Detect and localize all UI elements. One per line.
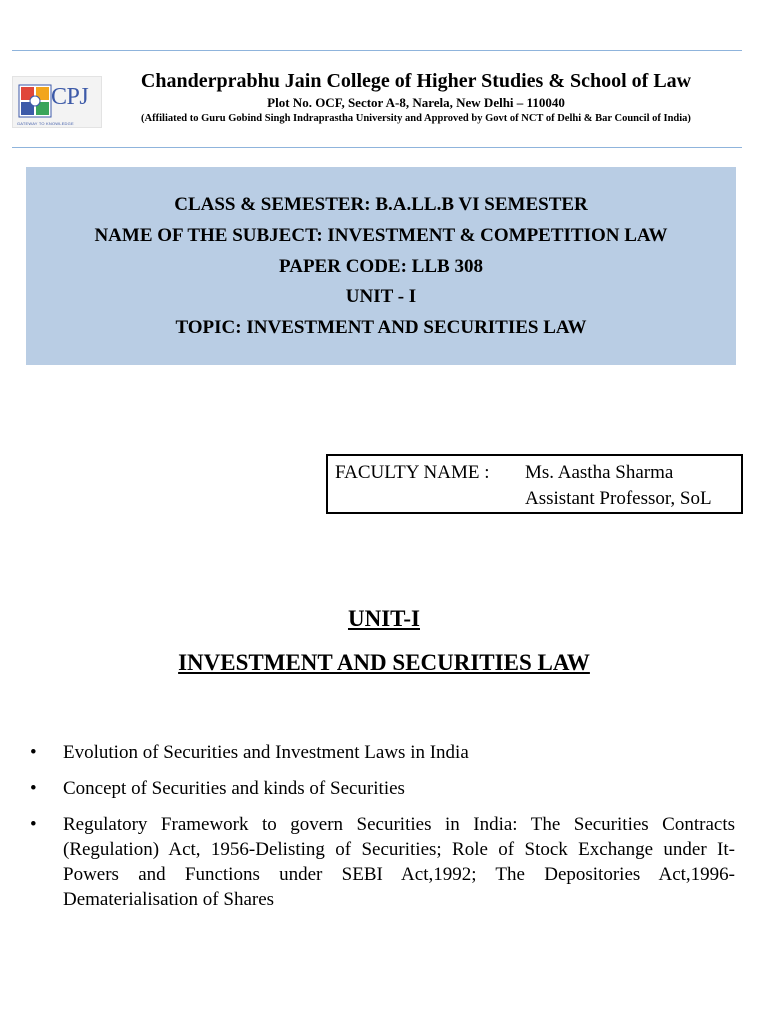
unit-label: UNIT - I [345, 286, 417, 308]
unit-heading: UNIT-I [347, 606, 420, 631]
topic-text: Concept of Securities and kinds of Securities [63, 778, 405, 799]
header-bottom-rule [12, 147, 742, 148]
topic-label: TOPIC: INVESTMENT AND SECURITIES LAW [175, 317, 587, 339]
topic-text: Regulatory Framework to govern Securities in India: The Securities Contracts (Regulation) Act, 1956-Delisting of Securities; Role of Stock Exchange under It- Powers and Functions under SEBI Act,1992; The Depositories Act,1996-Dematerialisation of Shares [63, 814, 735, 910]
faculty-designation: Assistant Professor, SoL [525, 488, 712, 509]
faculty-box [326, 454, 743, 514]
college-affiliation: (Affiliated to Guru Gobind Singh Indraprastha University and Approved by Govt of NCT of Delhi & Bar Council of India) [141, 113, 691, 124]
topic-item [30, 812, 735, 912]
topic-text: Evolution of Securities and Investment Laws in India [63, 742, 469, 763]
bullet-icon: • [30, 742, 37, 763]
paper-code: PAPER CODE: LLB 308 [279, 255, 483, 277]
topic-item [30, 776, 735, 801]
topic-list [30, 740, 735, 923]
faculty-label: FACULTY NAME : [335, 462, 490, 483]
faculty-name: Ms. Aastha Sharma [525, 462, 674, 483]
college-emblem-icon [17, 83, 53, 119]
unit-title: INVESTMENT AND SECURITIES LAW [178, 650, 590, 675]
college-header [104, 68, 728, 126]
logo-motto: GATEWAY TO KNOWLEDGE [17, 121, 74, 126]
topic-item [30, 740, 735, 765]
college-address: Plot No. OCF, Sector A-8, Narela, New Delhi – 110040 [267, 95, 565, 110]
bullet-icon: • [30, 778, 37, 799]
college-name: Chanderprabhu Jain College of Higher Studies & School of Law [140, 70, 692, 92]
bullet-icon: • [30, 814, 37, 835]
class-semester: CLASS & SEMESTER: B.A.LL.B VI SEMESTER [174, 194, 588, 215]
course-info-box [26, 167, 736, 365]
subject-name: NAME OF THE SUBJECT: INVESTMENT & COMPETITION LAW [94, 224, 668, 246]
college-logo [12, 76, 102, 128]
logo-text: CPJ [51, 84, 89, 110]
header-top-rule [12, 50, 742, 51]
